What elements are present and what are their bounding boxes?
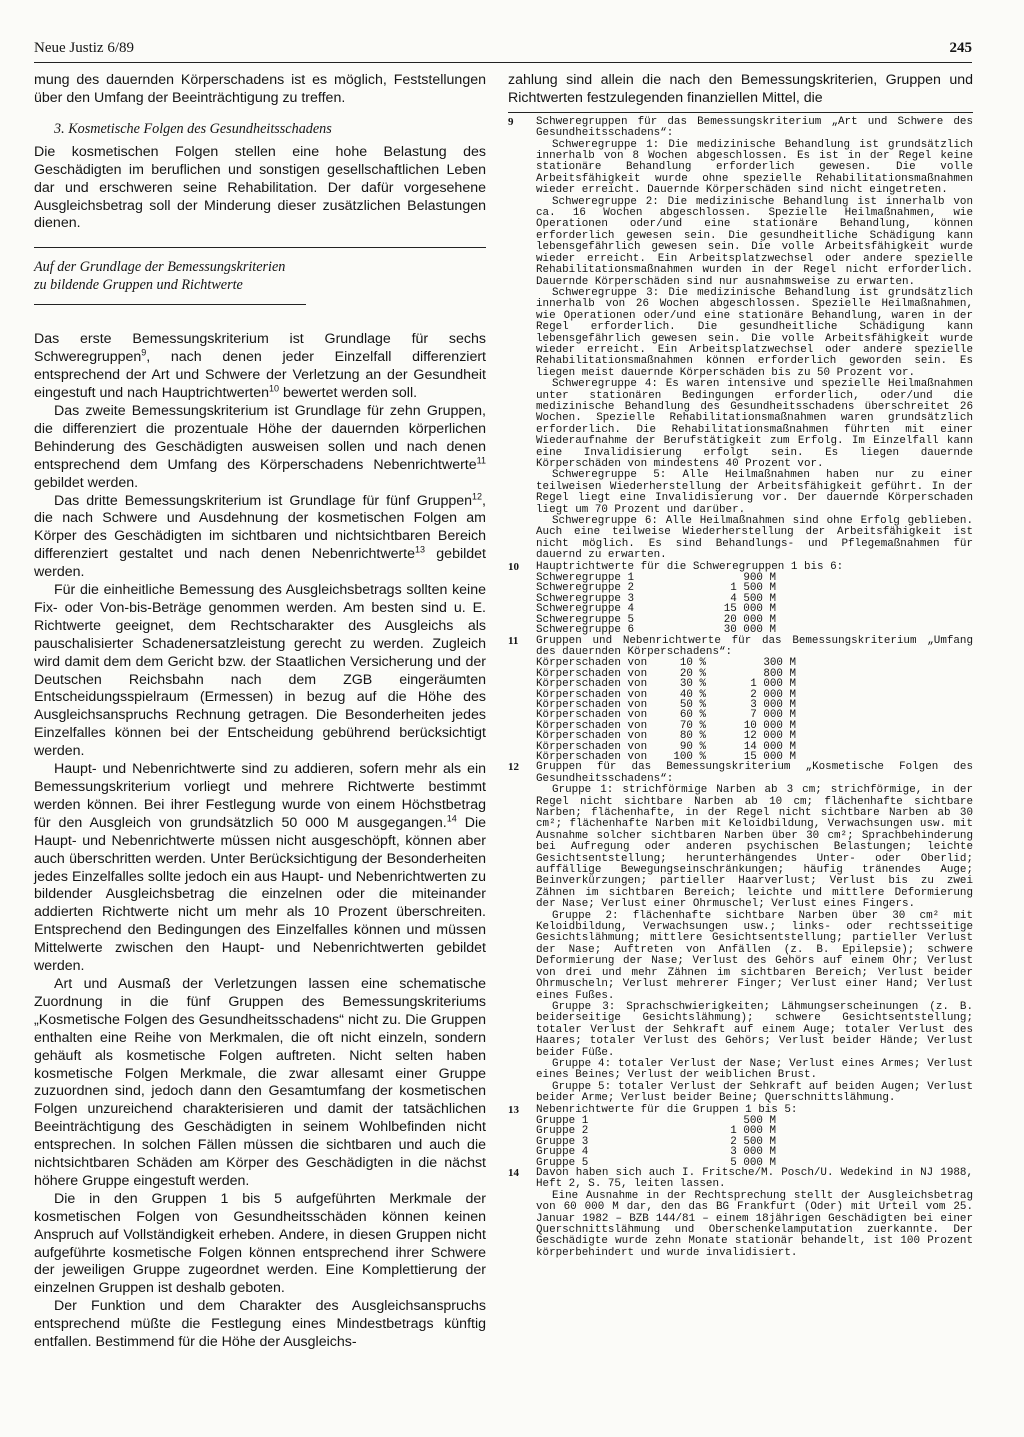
footnote-intro: Gruppen für das Bemessungskriterium „Kosmetische Folgen des Gesundheitsschadens“:: [536, 761, 973, 785]
table-row: [536, 625, 776, 635]
table-cell: 50 %: [679, 698, 706, 711]
paragraph-6: Art und Ausmaß der Verletzungen lassen eine schematische Zuordnung in die fünf Gruppen des Bemessungskriteriums „Kosmetische Folgen des Gesundheitsschadens“ nicht zu. Die Gruppen enthalten eine Reihe von Merkmalen, die oft nicht einzeln, sondern gehäuft als kosmetische Folgen auftreten. Nicht selten haben kosmetische Folgen Merkmale, die zwar allesamt einer Gruppe zuzuordnen sind, jedoch dann den Gesamtumfang der kosmetischen Folgen unzureichend charakterisieren und damit der tatsächlichen Beeinträchtigung des Geschädigten in seinem Wohlbefinden nicht entsprechen. In solchen Fällen müssen die sichtbaren und auch die nichtsichtbaren Schäden am Körper des Geschädigten in die nächst höhere Gruppe eingestuft werden.: [34, 975, 486, 1189]
section-heading: [34, 248, 486, 304]
table-cell: 80 %: [679, 730, 706, 743]
paragraph-continuation: zahlung sind allein die nach den Bemessungskriterien, Gruppen und Richtwerten festzulegenden finanziellen Mittel, die: [508, 72, 973, 106]
table-cell: 3 000 M: [730, 1146, 776, 1159]
journal-issue: Neue Justiz 6/89: [34, 40, 134, 56]
table-cell: Körperschaden von: [536, 750, 648, 763]
table-cell: Schweregruppe 2: [536, 582, 635, 595]
table-cell: 12 000 M: [743, 730, 796, 743]
table-cell: 3 000 M: [750, 698, 796, 711]
paragraph-5: Haupt- und Nebenrichtwerte sind zu addieren, sofern mehr als ein Bemessungskriterium vorliegt und mehrere Richtwerte bestimmt werden können. Bei ihrer Festlegung wurde von einem Höchstbetrag für den Ausgleich von grundsätzlich 50 000 M ausgegangen.$^{14}$ Die Haupt- und Nebenrichtwerte müssen nicht ausgeschöpft, können aber auch überschritten werden. Unter Berücksichtigung der Besonderheiten jedes Einzelfalles sollte jedoch ein aus Haupt- und Nebenrichtwerten zu bildender Ausgleichsbetrag die einzelnen oder die miteinander addierten Richtwerte nicht um mehr als 10 Prozent überschreiten. Entsprechend den Bedingungen des Einzelfalles können und müssen Mittelwerte zwischen den Haupt- und Nebenrichtwerten gebildet werden.: [34, 761, 486, 975]
kosmetik-gruppe-1: Gruppe 1: strichförmige Narben ab 3 cm; strichförmige, in der Regel nicht sichtbare Narben ab 10 cm; flächenhafte sichtbare Narben; flächenhafte, in der Regel nicht sichtbare Narben ab 30 cm²; flächenhafte Narben mit Keloidbildung, Verwachsungen usw. mit Ausnahme solcher sichtbaren Narben über 30 cm²; Sprachbehinderung bei Aufregung oder anderen psychischen Belastungen; leichte Gesichtsentstellung; herunterhängendes Unter- oder Oberlid; auffällige Bewegungseinschränkungen; häufig tränendes Auge; Beinverkürzungen; partieller Haarverlust; Verlust bis zu zwei Zähnen im sichtbaren Bereich; leichte und mittlere Deformierung der Nase; Verlust einer Ohrmuschel; Verlust eines Fingers.: [536, 784, 973, 911]
section-heading-line2: zu bildende Gruppen und Richtwerte: [34, 277, 243, 294]
schweregruppe-1: Schweregruppe 1: Die medizinische Behandlung ist grundsätzlich innerhalb von 8 Wochen abgeschlossen. Es ist in der Regel keine stationäre Behandlung erforderlich gewesen. Die volle Arbeitsfähigkeit wurde ohne spezielle Rehabilitationsmaßnahmen wieder erreicht. Dauernde Körperschäden sind nicht eingetreten.: [536, 138, 973, 197]
table-cell: 900 M: [743, 572, 776, 585]
table-cell: 1 500 M: [730, 582, 776, 595]
table-cell: 10 000 M: [743, 719, 796, 732]
paragraph-3: Das dritte Bemessungskriterium ist Grundlage für fünf Gruppen$^{12}$, die nach Schwere und Ausdehnung der kosmetischen Folgen am Körper des Geschädigten im sichtbaren und nichtsichtbaren Bereich differenziert gestaltet und nach denen Nebenrichtwerte$^{13}$ gebildet werden.: [34, 490, 486, 581]
schweregruppe-2: Schweregruppe 2: Die medizinische Behandlung ist innerhalb von ca. 16 Wochen abgeschlossen. Spezielle Heilmaßnahmen, wie Operationen oder/und eine stationäre Behandlung, können erforderlich gewesen sein. Die gesundheitliche Schädigung kann lebensgefährlich gewesen sein. Die volle Arbeitsfähigkeit wurde wieder erreicht. Ein Arbeitsplatzwechsel oder andere spezielle Rehabilitationsmaßnahmen wurden in der Regel nicht erforderlich. Dauernde Körperschäden sind nur ausnahmsweise zu erwarten.: [536, 195, 973, 288]
table-cell: 300 M: [763, 657, 796, 670]
table-cell: 800 M: [763, 667, 796, 680]
footnote-case: Eine Ausnahme in der Rechtsprechung stellt der Ausgleichsbetrag von 60 000 M dar, den das BG Frankfurt (Oder) mit Urteil vom 25. Januar 1982 – BZB 144/81 – einem 18jährigen Geschädigten bei einer Querschnittslähmung und Oberschenkelamputation zuerkannte. Der Geschädigte wurde zehn Monate stationär behandelt, ist 100 Prozent körperbehindert und wurde invalidisiert.: [536, 1189, 973, 1259]
footnote-separator: [508, 112, 973, 113]
table-cell: 70 %: [679, 719, 706, 732]
table-cell: Schweregruppe 1: [536, 572, 635, 585]
footnote-intro: Hauptrichtwerte für die Schweregruppen 1 bis 6:: [536, 560, 844, 573]
table-cell: Gruppe 5: [536, 1156, 589, 1169]
table-cell: 90 %: [679, 740, 706, 753]
footnotes: [508, 117, 973, 1259]
schweregruppe-3: Schweregruppe 3: Die medizinische Behandlung ist grundsätzlich innerhalb von 26 Wochen abgeschlossen. Spezielle Heilmaßnahmen, wie Operationen oder/und eine stationäre Behandlung, waren in der Regel erforderlich. Die gesundheitliche Schädigung kann lebensgefährlich gewesen sein. Die volle Arbeitsfähigkeit wurde wieder erreicht. Ein Arbeitsplatzwechsel oder andere spezielle Rehabilitationsmaßnahmen können erforderlich geworden sein. Es liegen meist dauernde Körperschäden bis zu 50 Prozent vor.: [536, 286, 973, 379]
table-cell: Körperschaden von: [536, 667, 648, 680]
nebenrichtwerte-koerperschaden-table: [536, 658, 796, 762]
footnote-number: 13: [508, 1103, 519, 1116]
table-cell: 7 000 M: [750, 709, 796, 722]
table-cell: 500 M: [743, 1114, 776, 1127]
paragraph-7: Die in den Gruppen 1 bis 5 aufgeführten Merkmale der kosmetischen Folgen von Gesundheitsschäden können keinen Anspruch auf Vollständigkeit erheben. Andere, in diesen Gruppen nicht aufgeführte kosmetische Folgen können entsprechend ihrer Schwere der jeweiligen Gruppe zugeordnet werden. Eine Komplettierung der einzelnen Gruppen ist deshalb geboten.: [34, 1190, 486, 1297]
table-cell: 100 %: [673, 750, 706, 763]
table-cell: 1 000 M: [730, 1125, 776, 1138]
footnote-ref-13: 13: [415, 544, 426, 555]
kosmetik-gruppe-3: Gruppe 3: Sprachschwierigkeiten; Lähmungserscheinungen (z. B. beiderseitige Gesichtslähmung); schwere Gesichtsentstellung; totaler Verlust der Sehkraft auf einem Auge; totaler Verlust des Haares; totaler Verlust des Gehörs; Verlust beider Hände; Verlust beider Füße.: [536, 1000, 973, 1059]
footnote-ref-9: 9: [141, 347, 147, 358]
table-cell: Schweregruppe 6: [536, 624, 635, 637]
table-cell: 10 %: [679, 657, 706, 670]
footnote-ref-12: 12: [472, 490, 483, 501]
table-cell: Körperschaden von: [536, 719, 648, 732]
table-cell: Körperschaden von: [536, 730, 648, 743]
footnote-number: 10: [508, 560, 519, 573]
table-cell: Körperschaden von: [536, 657, 648, 670]
kosmetik-gruppe-2: Gruppe 2: flächenhafte sichtbare Narben über 30 cm² mit Keloidbildung, Verwachsungen usw.; links- oder rechtsseitige Gesichtslähmung; mittlere Gesichtsentstellung; partieller Verlust der Nase; Auftreten von Anfällen (z. B. Epilepsie); schwere Deformierung der Nase; Verlust des Gehörs auf einem Ohr; Verlust von drei und mehr Zähnen im sichtbaren Bereich; Verlust beider Ohrmuscheln; Verlust mehrerer Finger; Verlust einer Hand; Verlust eines Fußes.: [536, 909, 973, 1002]
subheading-kosmetische-folgen: 3. Kosmetische Folgen des Gesundheitsschadens: [54, 120, 332, 137]
footnote-intro: Schweregruppen für das Bemessungskriterium „Art und Schwere des Gesundheitsschadens“:: [536, 115, 973, 140]
footnote-10: [508, 562, 973, 636]
table-cell: Körperschaden von: [536, 698, 648, 711]
paragraph-8: Der Funktion und dem Charakter des Ausgleichsanspruchs entsprechend müßte die Festlegung eines Mindestbetrags künftig entfallen. Bestimmend für die Höhe der Ausgleichs-: [34, 1298, 486, 1351]
schweregruppe-6: Schweregruppe 6: Alle Heilmaßnahmen sind ohne Erfolg geblieben. Auch eine teilweise Wiederherstellung der Arbeitsfähigkeit ist nicht möglich. Es sind Behandlungs- und Pflegemaßnahmen für dauernd zu erwarten.: [536, 515, 973, 562]
footnote-number: 12: [508, 761, 519, 774]
page-header: [34, 40, 972, 63]
table-cell: Schweregruppe 5: [536, 613, 635, 626]
table-cell: Körperschaden von: [536, 678, 648, 691]
table-cell: Schweregruppe 3: [536, 592, 635, 605]
right-column: [508, 72, 973, 1259]
footnote-11: [508, 636, 973, 763]
paragraph-intro: mung des dauernden Körperschadens ist es möglich, Feststellungen über den Umfang der Beeinträchtigung zu treffen.: [34, 72, 486, 106]
left-column: [34, 72, 486, 1352]
section-heading-line1: Auf der Grundlage der Bemessungskriterien: [34, 259, 286, 276]
table-cell: 20 000 M: [723, 613, 776, 626]
footnote-intro: Nebenrichtwerte für die Gruppen 1 bis 5:: [536, 1103, 798, 1116]
footnote-13: [508, 1105, 973, 1168]
table-cell: 20 %: [679, 667, 706, 680]
footnote-number: 11: [508, 634, 519, 647]
table-cell: 30 000 M: [723, 624, 776, 637]
table-cell: 2 000 M: [750, 688, 796, 701]
table-cell: 15 000 M: [723, 603, 776, 616]
table-cell: 30 %: [679, 678, 706, 691]
table-cell: Körperschaden von: [536, 688, 648, 701]
footnote-number: 14: [508, 1167, 519, 1179]
table-cell: Körperschaden von: [536, 709, 648, 722]
table-cell: 14 000 M: [743, 740, 796, 753]
paragraph-2: Das zweite Bemessungskriterium ist Grundlage für zehn Gruppen, die differenziert die prozentuale Höhe der dauernden körperlichen Behinderung des Geschädigten ausweisen sollen und nach denen entsprechend dem Umfang des Körperschadens Nebenrichtwerte$^{11}$ gebildet werden.: [34, 402, 486, 491]
footnote-9: [508, 117, 973, 562]
footnote-number: 9: [508, 115, 514, 128]
table-cell: Gruppe 1: [536, 1114, 589, 1127]
table-cell: 2 500 M: [730, 1135, 776, 1148]
schweregruppe-4: Schweregruppe 4: Es waren intensive und spezielle Heilmaßnahmen unter stationären Bedingungen erforderlich, oder/und die medizinische Behandlung des Gesundheitsschadens überschreitet 26 Wochen. Spezielle Rehabilitationsmaßnahmen waren grundsätzlich erforderlich. Die Rehabilitationsmaßnahmen führten mit einer Wiederaufnahme der Berufstätigkeit zum Erfolg. Im Einzelfall kann eine Invalidisierung erfolgt sein. Es liegen dauernde Körperschäden von mindestens 40 Prozent vor.: [536, 378, 973, 470]
paragraph-4: Für die einheitliche Bemessung des Ausgleichsbetrags sollten keine Fix- oder Von-bis-Beträge genommen werden. Am besten sind u. E. Richtwerte geeignet, dem Rechtscharakter des Ausgleichs als pauschalisierter Schadenersatzleistung gerecht zu werden. Zugleich wird damit dem dem Gericht bzw. der Staatlichen Versicherung und der Deutschen Reichsbahn nach dem ZGB eingeräumten Entscheidungsspielraum (Ermessen) in bezug auf die Höhe des Ausgleichsanspruchs Rechnung getragen. Die Besonderheiten jedes Einzelfalles können bei der Entscheidung gebührend berücksichtigt werden.: [34, 582, 486, 760]
table-cell: Gruppe 4: [536, 1146, 589, 1159]
footnote-12: [508, 762, 973, 1104]
kosmetik-gruppe-4: Gruppe 4: totaler Verlust der Nase; Verlust eines Armes; Verlust eines Beines; Verlust der weiblichen Brust.: [536, 1057, 973, 1082]
footnote-intro: Gruppen und Nebenrichtwerte für das Bemessungskriterium „Umfang des dauernden Körperschadens“:: [536, 634, 973, 658]
footnote-citation: Davon haben sich auch I. Fritsche/M. Posch/U. Wedekind in NJ 1988, Heft 2, S. 75, leiten lassen.: [536, 1167, 973, 1191]
paragraph-1: Das erste Bemessungskriterium ist Grundlage für sechs Schweregruppen$^9$, nach denen jeder Einzelfall differenziert entsprechend der Art und Schwere der Verletzung an der Gesundheit eingestuft und nach Hauptrichtwerten$^{10}$ bewertet werden soll.: [34, 331, 486, 402]
table-cell: 5 000 M: [730, 1156, 776, 1169]
table-cell: Gruppe 3: [536, 1135, 589, 1148]
hauptrichtwerte-table: [536, 573, 776, 635]
footnote-ref-14: 14: [446, 813, 457, 824]
table-row: [536, 731, 796, 741]
table-cell: 60 %: [679, 709, 706, 722]
footnote-ref-11: 11: [476, 454, 486, 465]
footnote-14: [508, 1168, 973, 1259]
table-cell: Schweregruppe 4: [536, 603, 635, 616]
nebenrichtwerte-gruppen-table: [536, 1116, 776, 1168]
page-number: 245: [949, 40, 972, 56]
table-cell: Gruppe 2: [536, 1125, 589, 1138]
table-cell: 4 500 M: [730, 592, 776, 605]
kosmetik-gruppe-5: Gruppe 5: totaler Verlust der Sehkraft auf beiden Augen; Verlust beider Arme; Verlust beider Beine; Querschnittslähmung.: [536, 1080, 973, 1105]
schweregruppe-5: Schweregruppe 5: Alle Heilmaßnahmen haben nur zu einer teilweisen Wiederherstellung der Arbeitsfähigkeit geführt. In der Regel liegt eine Invalidisierung vor. Der dauernde Körperschaden liegt um 70 Prozent und darüber.: [536, 469, 973, 516]
table-cell: Körperschaden von: [536, 740, 648, 753]
table-cell: 1 000 M: [750, 678, 796, 691]
paragraph-kosmetisch: Die kosmetischen Folgen stellen eine hohe Belastung des Geschädigten im beruflichen und sonstigen gesellschaftlichen Leben dar und erschweren seine Rehabilitation. Der dafür vorgesehene Ausgleichsbetrag soll der Minderung dieser zusätzlichen Belastungen dienen.: [34, 143, 486, 232]
table-cell: 15 000 M: [743, 750, 796, 763]
table-cell: 40 %: [679, 688, 706, 701]
footnote-ref-10: 10: [269, 383, 280, 394]
table-row: [536, 679, 796, 689]
